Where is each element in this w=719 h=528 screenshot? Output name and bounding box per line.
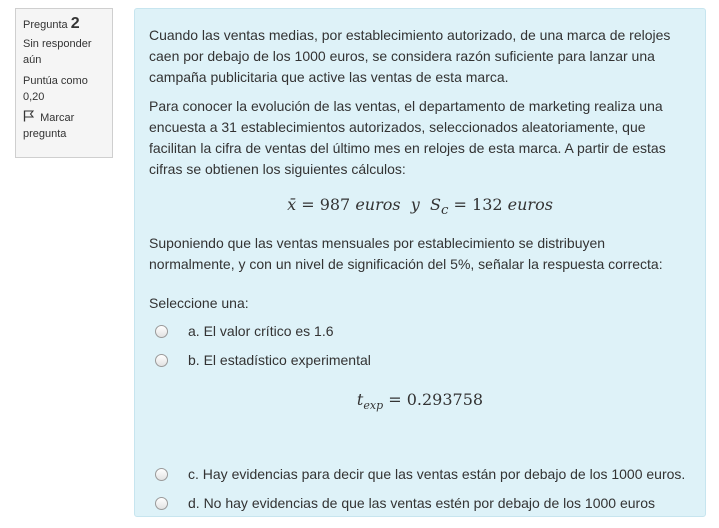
question-text-2: Para conocer la evolución de las ventas, el departamento de marketing realiza una encuesta a 31 establecimientos autorizados, seleccionados aleatoriamente, que facilitan la cifra de ventas del último mes en relojes de esta marca. A partir de estas cifras se obtienen los siguientes cálculos:	[149, 98, 666, 177]
statistics-formula	[149, 194, 691, 221]
option-label[interactable]: b. El estadístico experimental	[188, 352, 371, 369]
option-b-formula	[149, 389, 691, 416]
sc-value: = 132	[453, 195, 503, 214]
sc-symbol: $S_c$	[429, 195, 449, 219]
xbar-unit: euros	[355, 195, 401, 214]
t-value: = 0.293758	[388, 390, 484, 410]
question-state: Sin responder aún	[23, 38, 92, 66]
option-label[interactable]: a. El valor crítico es 1.6	[188, 323, 334, 340]
flag-icon	[23, 112, 40, 124]
question-content	[134, 8, 706, 517]
flag-question-link[interactable]	[23, 110, 105, 142]
t-symbol: t	[356, 390, 364, 410]
question-text-3: Suponiendo que las ventas mensuales por establecimiento se distribuyen normalmente, y con un nivel de significación del 5%, señalar la respuesta correcta:	[149, 235, 663, 273]
question-info-panel	[15, 8, 113, 158]
answer-option-c[interactable]	[149, 460, 691, 489]
option-label[interactable]: c. Hay evidencias para decir que las ventas están por debajo de los 1000 euros.	[188, 466, 686, 483]
question-label: Pregunta	[23, 19, 68, 31]
xbar-value: = 987	[301, 195, 351, 214]
formula-conjunction: y	[410, 195, 420, 214]
sc-unit: euros	[507, 195, 553, 214]
answer-option-a[interactable]	[149, 317, 691, 346]
option-label[interactable]: d. No hay evidencias de que las ventas estén por debajo de los 1000 euros	[188, 495, 655, 512]
radio-button[interactable]	[155, 497, 168, 510]
question-text-1: Cuando las ventas medias, por establecimiento autorizado, de una marca de relojes caen por debajo de los 1000 euros, se considera razón suficiente para lanzar una campaña publicitaria que active las ventas de esta marca.	[149, 27, 671, 85]
answer-option-b[interactable]	[149, 346, 691, 375]
answer-prompt: Seleccione una:	[149, 295, 249, 312]
question-number	[23, 16, 105, 33]
flag-label: Marcar pregunta	[23, 112, 75, 140]
question-number-value: 2	[70, 15, 80, 32]
question-grade: Puntúa como 0,20	[23, 75, 88, 103]
t-subscript: exp	[363, 399, 384, 413]
radio-button[interactable]	[155, 468, 168, 481]
xbar-symbol: x̄	[287, 195, 297, 214]
radio-button[interactable]	[155, 325, 168, 338]
answer-option-d[interactable]	[149, 489, 691, 518]
radio-button[interactable]	[155, 354, 168, 367]
